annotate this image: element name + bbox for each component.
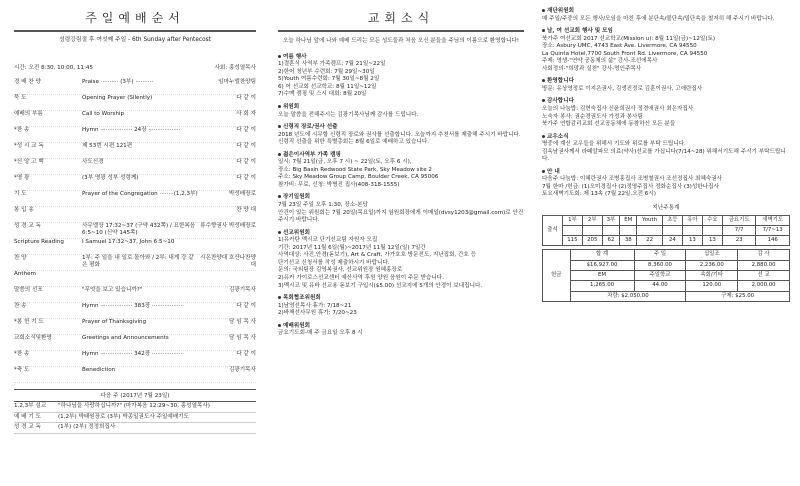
news-section-title-text: 교우소식 — [547, 133, 569, 140]
attendance-header: 금요기도 — [722, 215, 756, 225]
news-section-title — [278, 194, 524, 202]
bullet-icon — [542, 79, 545, 82]
news-line: 2018 년도에 시무할 신령직 장로와 권사를 선출합니다. 오늘까지 추천서를 제출해 주시기 바랍니다. 신령직 선출을 위한 특별총회는 8월 6일로 예배하고 있습니다. — [278, 131, 521, 146]
news-line: 6) 어 선교회 선교학교: 8월 11일~12일 — [278, 83, 377, 90]
bullet-icon — [278, 296, 281, 299]
offering-cell: 44.00 — [634, 281, 686, 291]
news-line: 5)Youth 여름수련회: 7월 30일~8월 2일 — [278, 76, 380, 83]
news-section — [542, 98, 790, 128]
news-section-title-text: 남, 여 선교회 행사 및 모임 — [547, 28, 613, 35]
order-detail: 1부: 주 일을 내 일로 돌아와 / 2부: 내게 강 같은 평화 — [82, 254, 194, 269]
next-week-row — [14, 423, 256, 434]
order-leader: 김광기목사 — [228, 366, 256, 373]
order-detail: Call to Worship — [82, 110, 125, 117]
bullet-icon — [278, 195, 281, 198]
news-section — [278, 194, 524, 224]
service-time: 시간: 오전 8:30, 10:00, 11:45 — [14, 65, 93, 71]
worship-order-title: 주일예배순서 — [85, 11, 185, 25]
news-line: 문의: 국외팀장 김영복권사, 선교위원장 원혜홍장로 — [278, 267, 403, 274]
bullet-icon — [278, 324, 281, 327]
order-row — [14, 367, 256, 383]
offering-cell: 속회/기타 — [686, 271, 738, 281]
order-leader: 임마누엘찬양팀 — [218, 78, 256, 85]
order-label: 경 배 찬 양 — [14, 78, 41, 85]
next-week-value: "하나님을 사랑하십니까?" (마가복음 12:29~30, 홍성열목사) — [58, 403, 210, 410]
news-line: 단기선교 신청서를 작성 제출하시기 바랍니다. — [278, 259, 390, 266]
service-meta — [14, 65, 256, 73]
order-label: *성 시 교 독 — [14, 142, 44, 149]
news-section-title — [278, 104, 524, 112]
order-label: 묵 도 — [14, 94, 27, 101]
attendance-value: 115 — [562, 236, 582, 246]
attendance-subheader — [602, 225, 620, 235]
news-line: 금요기도회-매 주 금요일 오후 8 시 — [278, 330, 363, 337]
order-detail: Hymn ·················· 342장 ·················· — [82, 350, 184, 357]
order-label: *영 광 — [14, 174, 30, 181]
attendance-value: 13 — [682, 236, 702, 246]
order-label: *봉 헌 기 도 — [14, 318, 44, 325]
news-line: 2)한어 청년부 수련회: 7월 29일~30일 — [278, 68, 375, 75]
order-detail: Praise ·········· (3부) ·········· — [82, 78, 154, 85]
order-label: 찬 양 — [14, 254, 27, 261]
order-row — [14, 95, 256, 111]
order-detail: "무엇을 보고 있습니까?" — [82, 286, 143, 293]
order-label: 성 경 교 독 — [14, 222, 41, 229]
attendance-header: 3부 — [602, 215, 620, 225]
order-row — [14, 175, 256, 191]
attendance-value: 22 — [637, 236, 663, 246]
order-row — [14, 351, 256, 367]
news-section-title — [542, 28, 790, 36]
order-row — [14, 239, 256, 255]
order-label: Anthem — [14, 270, 37, 277]
news-section-title-text: 감사합니다 — [547, 98, 575, 105]
order-label: *축 도 — [14, 366, 30, 373]
attendance-header: 새벽기도 — [756, 215, 790, 225]
attendance-value: 205 — [582, 236, 602, 246]
order-list — [14, 79, 256, 383]
bullet-icon — [278, 105, 281, 108]
news-line: 사회정의-"희망과 실천" 강사-명인주목사 — [542, 65, 642, 72]
worship-order-column — [0, 0, 268, 486]
news-section — [278, 54, 524, 99]
news-line: 오늘의 나눔밥: 김현숙집사 신윤희권사 정경애권사 최은자집사 — [542, 106, 694, 113]
attendance-header: Youth — [637, 215, 663, 225]
news-line: 오늘 말씀을 전해주시는 김광기목사님께 감사를 드립니다. — [278, 111, 419, 118]
order-row — [14, 191, 256, 207]
news-line: 일시: 7월 21일(금, 오후 7 시) ~ 22일(토, 오후 6 시), — [278, 159, 412, 166]
news-section-title — [278, 295, 524, 303]
order-leader: 담 임 목 사 — [229, 318, 256, 325]
order-row — [14, 319, 256, 335]
attendance-value: 38 — [620, 236, 637, 246]
news-line: 1)결혼식 사역부 가족캠프: 7월 21일~22일 — [278, 61, 386, 68]
attendance-header: EM — [620, 215, 637, 225]
news-line: La Quinta Hotel,7700 South Front Rd. Livermore, CA 94550 — [542, 50, 708, 57]
order-row — [14, 159, 256, 175]
worship-subtitle: 성령강림절 후 여섯째 주일 - 6th Sunday after Pentecost — [59, 37, 211, 44]
next-week-row — [14, 413, 256, 424]
news-title: 교회소식 — [367, 11, 435, 25]
attendance-value: 13 — [702, 236, 722, 246]
order-row — [14, 111, 256, 127]
next-week-rows — [14, 402, 256, 434]
bullet-icon — [278, 55, 281, 58]
order-leader: 다 같 이 — [236, 174, 256, 181]
bullet-icon — [278, 231, 281, 234]
offering-cell: 120.00 — [686, 281, 738, 291]
offering-cell: 선 교 — [738, 271, 790, 281]
offering-cell: 주일학교 — [634, 271, 686, 281]
offering-table — [542, 249, 790, 301]
attendance-header: 유아 — [682, 215, 702, 225]
news-line: 7월 한마 /헌금: (1)오미경집사 (2)정영주집사 정화순집사 (3)성한나집사 — [542, 183, 719, 190]
offering-cell: $16,927.00 — [570, 260, 634, 270]
next-week-value: (1부) (2부) 정정희집사 — [58, 424, 116, 431]
attendance-subheader: 7/7~13 — [756, 225, 790, 235]
news-line: 2)유카 가이로스선교센터 예산사역 후원 양원 음원이 주문 받습니다. — [278, 274, 444, 281]
news-continued-column — [532, 0, 800, 486]
news-line: 안건이 있는 위원회는 7월 20일(목요일)까지 임원회장에게 이메일(dvsy1203@gmail.com)로 안건 주시기 바랍니다. — [278, 209, 524, 224]
news-line: 매 주일/주중의 모든 행사/모임을 마친 후에 분단속/불단속/밀단속을 철저히 해 주시기 바랍니다. — [542, 15, 775, 22]
bullet-icon — [278, 153, 281, 156]
bullet-icon — [278, 125, 281, 128]
attendance-header: 2부 — [582, 215, 602, 225]
news-section — [542, 78, 790, 93]
order-label: 예배의 부름 — [14, 110, 43, 117]
order-label: 말씀의 선포 — [14, 286, 43, 293]
bullet-icon — [542, 29, 545, 32]
attendance-subheader: 7/7 — [722, 225, 756, 235]
news-section-title — [542, 98, 790, 106]
title-divider — [14, 30, 256, 32]
order-label: *찬 송 — [14, 350, 30, 357]
news-sections — [278, 54, 524, 338]
attendance-subheader — [620, 225, 637, 235]
order-row — [14, 287, 256, 303]
service-presider: 사회: 홍성열목사 — [214, 65, 256, 71]
order-leader: 찬 양 대 — [236, 206, 256, 213]
next-week-head: 다음 주 (2017년 7월 23일) — [14, 392, 256, 403]
offering-extra-cell: 차량: $2,050.00 — [570, 291, 686, 301]
order-detail: 사무엘상 17:32~37 (구약 432쪽) / 요한복음 6:5~10 (신약 145쪽) — [82, 222, 196, 237]
news-line: 장소: Big Basin Redwood State Park, Sky Meadow site 2 — [278, 166, 432, 173]
news-line: 방문: 유상영정로 이지은권사, 김생진정로 김훈이권사, 고애란집사 — [542, 85, 703, 92]
news-line: 주제: 영생-"연약 공동체의 삶" 강사-조선에목사 — [542, 58, 658, 65]
order-detail: 사도신경 — [82, 158, 104, 165]
welcome-intro: 오늘 하나님 앞에 나와 예배 드리는 모든 성도들과 처음 오신 분들을 주님의 이름으로 환영합니다! — [282, 38, 520, 45]
news-line: 기간: 2017년 11월 6일(월)~2017년 11월 12일(일) 7일간 — [278, 244, 426, 251]
next-week-key: 1,2,3부 설교 — [14, 403, 47, 410]
bullet-icon — [542, 135, 545, 138]
order-label: 봉 입 송 — [14, 206, 34, 213]
attendance-side-label: 출석 — [543, 215, 563, 246]
order-leader: 다 같 이 — [236, 94, 256, 101]
order-row — [14, 223, 256, 239]
offering-cell: 2,000.00 — [738, 281, 790, 291]
news-section — [278, 104, 524, 119]
news-section-title-text: 선교위원회 — [283, 229, 311, 236]
news-section — [278, 152, 524, 190]
order-row — [14, 143, 256, 159]
offering-side-label: 헌금 — [543, 250, 571, 301]
bullet-icon — [542, 170, 545, 173]
order-row — [14, 335, 256, 351]
news-section-title-text: 목회협조위원회 — [283, 295, 321, 302]
news-line: 참가비: 무료, 신청: 박병진 집사(408-318-1555) — [278, 181, 400, 188]
next-week-row — [14, 402, 256, 413]
offering-extra-cell: 구제: $25.00 — [686, 291, 790, 301]
news-section — [542, 169, 790, 199]
attendance-value: 146 — [756, 236, 790, 246]
news-line: 사역대상: 사진,안경(돋보기), Art & Craft, 가가호호 방문전도, 지난집회, 간호 등 — [278, 252, 477, 259]
bullet-icon — [542, 9, 545, 12]
order-row — [14, 255, 256, 271]
news-line: 2)바책선사무원 휴가: 7/20~23 — [278, 310, 357, 317]
news-line: 토요새벽기도회: 제 13속 (7월 22일,오전 6시) — [542, 191, 656, 198]
news-line: 7월 23일 주일 오후 1:30, 장소-본당 — [278, 202, 368, 209]
news-section — [278, 230, 524, 290]
order-leader: 다 같 이 — [236, 142, 256, 149]
news-section — [542, 134, 790, 164]
news-section-title-text: 안 내 — [547, 168, 560, 175]
order-leader: 다 같 이 — [236, 350, 256, 357]
order-detail: Hymn ·················· 383장 ·················· — [82, 302, 184, 309]
news-section-title-text: 위원회 — [283, 104, 300, 111]
order-detail: Prayer of the Congregation ········(1,2,3부) — [82, 190, 198, 197]
attendance-table — [542, 215, 790, 247]
order-detail: Benediction — [82, 366, 116, 373]
attendance-subheader — [702, 225, 722, 235]
offering-cell: 1,265.00 — [570, 281, 634, 291]
attendance-subheader — [662, 225, 682, 235]
order-label: *찬 송 — [14, 126, 30, 133]
news-line: 7)수맥 캠핑 및 스시 대회: 8월 20일 — [278, 91, 367, 98]
bullet-icon — [542, 99, 545, 102]
next-week-value: (1,2부) 박태원장로 (3부) 박종일권도사 주일예배기도 — [58, 413, 189, 420]
order-row — [14, 127, 256, 143]
attendance-header: 초등 — [662, 215, 682, 225]
news-section-title — [542, 78, 790, 86]
order-detail: Hymn ·················· 24장 ·················· — [82, 126, 181, 133]
news-line: 노숙자 봉사: 권순경권도사 가정과 봉사팀 — [542, 113, 643, 120]
news-section-title-text: 젊은이사역부 가족 캠핑 — [283, 151, 341, 158]
order-leader: 다 같 이 — [236, 158, 256, 165]
attendance-value: 24 — [662, 236, 682, 246]
news-continued-sections — [542, 8, 790, 199]
stats-title: 지난주통계 — [652, 205, 680, 212]
order-detail: Opening Prayer (Silently) — [82, 94, 153, 101]
order-row — [14, 207, 256, 223]
order-label: 교회소식및환영 — [14, 334, 52, 341]
news-line: 김옥남권사께서 라떼알파모 의료(약사)선교를 가십니다(7/14~28) 위해서기도해 주시기 부탁드립니다. — [542, 148, 786, 163]
news-section — [542, 8, 790, 23]
offering-cell: 주 일 — [634, 250, 686, 260]
news-section-title-text: 신령직 장로/권사 선출 — [283, 124, 338, 131]
news-line: 주소: Sky Meadow Group Camp, Boulder Creek, CA 95006 — [278, 174, 439, 181]
news-line: 북가주 연합감리교회 선교공동체에 동참하신 모든 분들 — [542, 121, 676, 128]
news-section-title-text: 재단위원회 — [547, 8, 575, 14]
order-label: *신 앙 고 백 — [14, 158, 44, 165]
order-label: 찬 송 — [14, 302, 27, 309]
order-detail: (3부 영광 성부 성령께) — [82, 174, 139, 181]
news-section — [542, 28, 790, 73]
news-section — [278, 323, 524, 338]
news-section-title-text: 예배위원회 — [283, 322, 311, 329]
order-detail: Prayer of Thanksgiving — [82, 318, 147, 325]
offering-cell: 2,880.00 — [738, 260, 790, 270]
attendance-value: 62 — [602, 236, 620, 246]
offering-cell: 합 계 — [570, 250, 634, 260]
news-divider — [278, 30, 524, 32]
order-label: Scripture Reading — [14, 238, 64, 245]
order-detail: 제 53번 시편 121편 — [82, 142, 133, 149]
order-leader: 다 같 이 — [236, 302, 256, 309]
attendance-header: 1부 — [562, 215, 582, 225]
attendance-header: 수요 — [702, 215, 722, 225]
news-section-title-text: 장기일원회 — [283, 194, 311, 201]
order-leader: 담 임 목 사 — [229, 334, 256, 341]
news-line: 1)남영선목사 휴가: 7/18~21 — [278, 302, 352, 309]
next-week-key: 예 배 기 도 — [14, 413, 41, 420]
news-line: 북가주 여선교회 2017 선교학교(Mission u): 8월 11일(금)~12일(토) — [542, 35, 716, 42]
news-line: 1)유카탄 멕시코 단기선교팀 자원자 모집 — [278, 237, 378, 244]
order-detail: I Samuel 17:32~37, John 6:5~10 — [82, 238, 175, 245]
order-leader: 시온찬양대 호산나찬양대 — [200, 254, 256, 269]
news-section-title-text: 환영합니다 — [547, 78, 575, 85]
attendance-subheader — [637, 225, 663, 235]
offering-cell: 8,360.00 — [634, 260, 686, 270]
attendance-subheader — [682, 225, 702, 235]
news-line: 다음주 나눔밥: 이혜란권사 조병홍집사 조병철권사 조선정집사 최혜숙권사 — [542, 176, 723, 183]
order-row — [14, 79, 256, 95]
news-section — [278, 295, 524, 318]
offering-cell: EM — [570, 271, 634, 281]
order-leader: 다 같 이 — [236, 126, 256, 133]
next-week-key: 성 경 교 독 — [14, 424, 41, 431]
offering-cell: 감 사 — [738, 250, 790, 260]
offering-cell: 십일조 — [686, 250, 738, 260]
news-section-title-text: 여름 행사 — [283, 53, 307, 60]
offering-cell: 2,236.00 — [686, 260, 738, 270]
order-leader: 김광기목사 — [228, 286, 256, 293]
news-line: 병중에 계신 교우들을 위해서 기도와 위로를 부탁 드립니다. — [542, 141, 686, 148]
attendance-subheader — [582, 225, 602, 235]
order-row — [14, 303, 256, 319]
order-row — [14, 271, 256, 287]
next-week-notice — [14, 389, 256, 434]
news-section-title — [278, 124, 524, 132]
news-line: 3)멕시코 및 유바 선교용 돋보기 구입시($5.00) 선교지에 5개의 안경이 보내집니다. — [278, 282, 483, 289]
news-section — [278, 124, 524, 147]
order-leader: 사 회 자 — [236, 110, 256, 117]
order-detail: Greetings and Announcements — [82, 334, 169, 341]
news-section-title — [542, 8, 790, 16]
attendance-subheader — [562, 225, 582, 235]
order-label: 기 도 — [14, 190, 27, 197]
attendance-value: 23 — [722, 236, 756, 246]
order-leader: 류수향권사 박성배장로 — [200, 222, 256, 229]
order-leader: 박성배장로 — [228, 190, 256, 197]
news-column — [268, 0, 532, 486]
news-line: 장소: Asbury UMC, 4743 East Ave. Livermore, CA 94550 — [542, 43, 697, 50]
